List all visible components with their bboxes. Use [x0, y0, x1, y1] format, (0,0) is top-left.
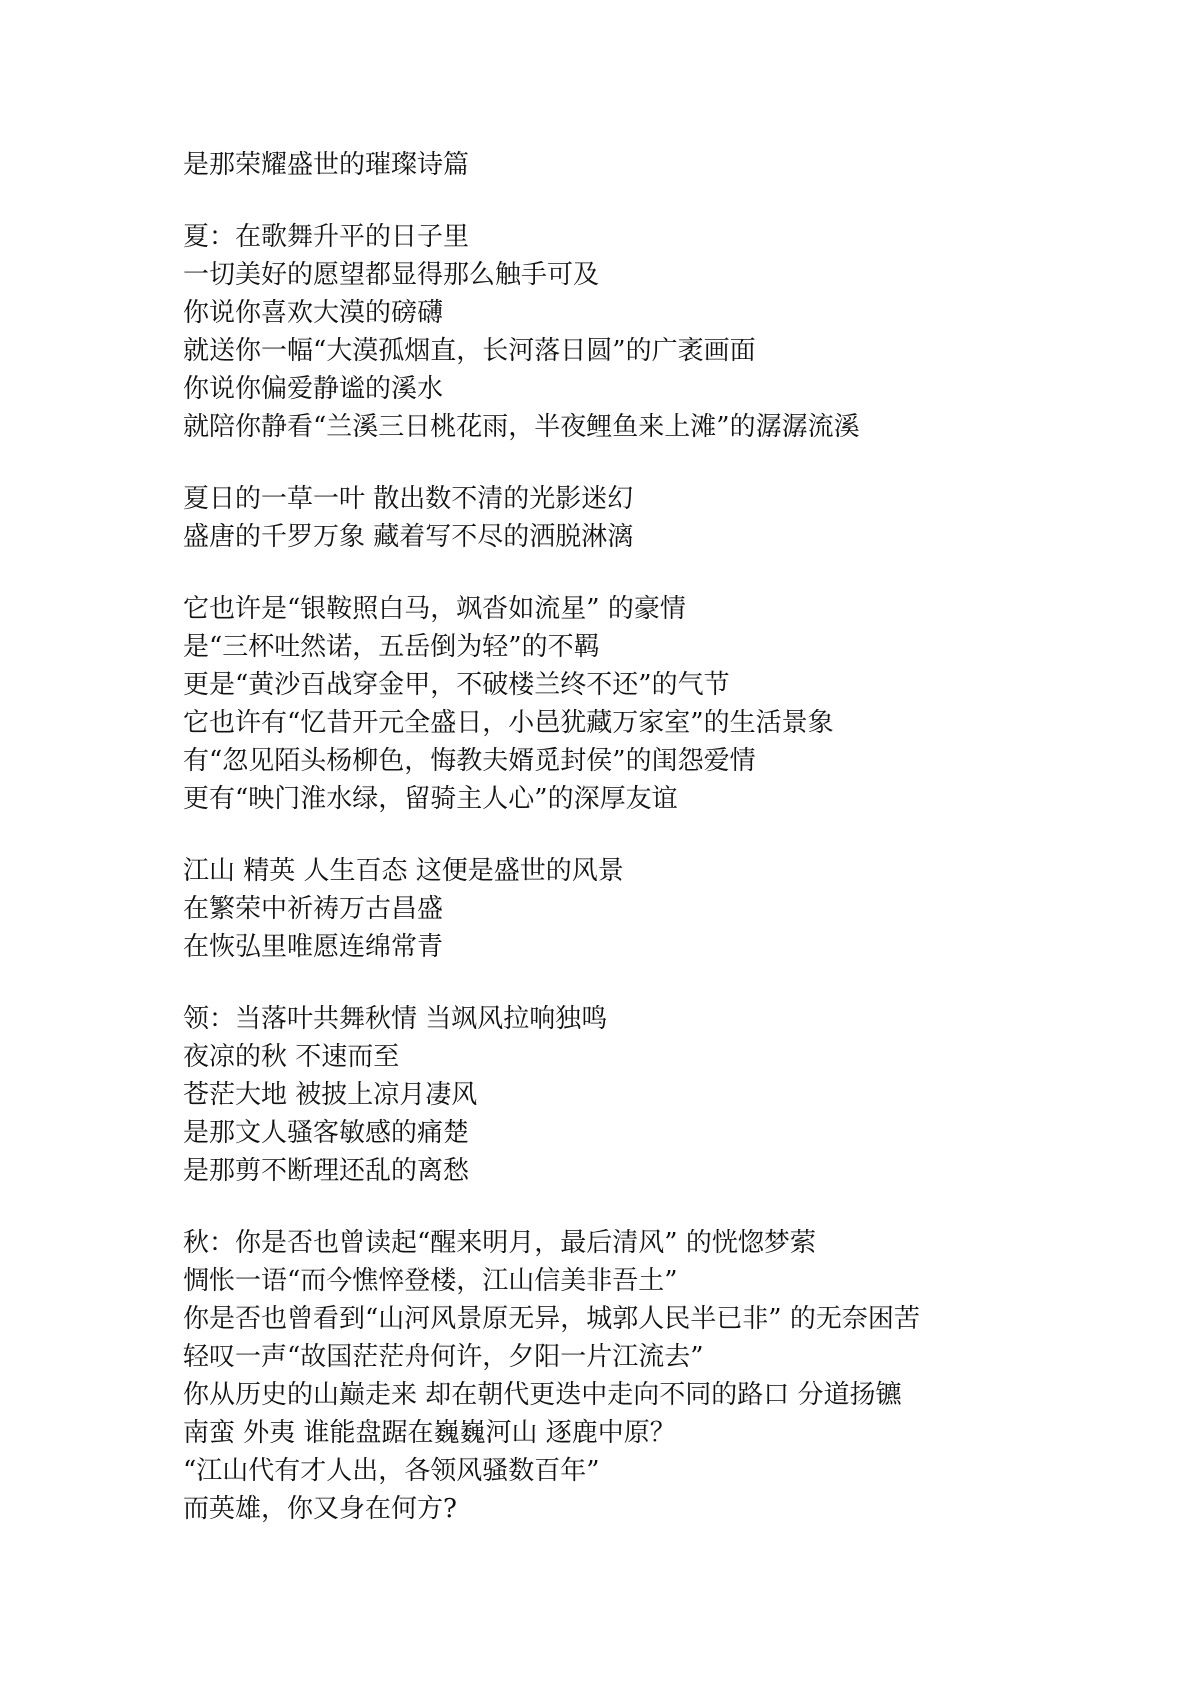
poem-line: 更有“映门淮水绿，留骑主人心”的深厚友谊: [183, 784, 678, 814]
poem-body: [183, 146, 1173, 1528]
poem-line: 盛唐的千罗万象 藏着写不尽的洒脱淋漓: [183, 522, 634, 552]
stanza-gap: [183, 446, 1173, 480]
poem-line: 是“三杯吐然诺，五岳倒为轻”的不羁: [183, 632, 600, 662]
poem-line: 苍茫大地 被披上凉月凄风: [183, 1080, 478, 1110]
stanza-gap: [183, 818, 1173, 852]
poem-line: 秋：你是否也曾读起“醒来明月，最后清风” 的恍惚梦萦: [183, 1228, 816, 1258]
poem-line: 你从历史的山巅走来 却在朝代更迭中走向不同的路口 分道扬镳: [183, 1380, 902, 1410]
poem-line: “江山代有才人出，各领风骚数百年”: [183, 1456, 600, 1486]
poem-line: 夜凉的秋 不速而至: [183, 1042, 400, 1072]
poem-line: 在恢弘里唯愿连绵常青: [183, 932, 444, 962]
stanza: [183, 1000, 1173, 1190]
poem-line: 一切美好的愿望都显得那么触手可及: [183, 260, 600, 290]
poem-line: 你说你偏爱静谧的溪水: [183, 374, 444, 404]
poem-line: 夏：在歌舞升平的日子里: [183, 222, 470, 252]
poem-line: 而英雄，你又身在何方?: [183, 1494, 457, 1524]
poem-line: 它也许是“银鞍照白马，飒沓如流星” 的豪情: [183, 594, 686, 624]
poem-line: 是那剪不断理还乱的离愁: [183, 1156, 470, 1186]
poem-line: 轻叹一声“故国茫茫舟何许，夕阳一片江流去”: [183, 1342, 704, 1372]
stanza: [183, 590, 1173, 818]
stanza-gap: [183, 184, 1173, 218]
poem-line: 就陪你静看“兰溪三日桃花雨，半夜鲤鱼来上滩”的潺潺流溪: [183, 412, 860, 442]
poem-line: 就送你一幅“大漠孤烟直，长河落日圆”的广袤画面: [183, 336, 756, 366]
stanza-gap: [183, 966, 1173, 1000]
poem-line: 你是否也曾看到“山河风景原无异，城郭人民半已非” 的无奈困苦: [183, 1304, 920, 1334]
poem-line: 惆怅一语“而今憔悴登楼，江山信美非吾土”: [183, 1266, 678, 1296]
poem-line: 领：当落叶共舞秋情 当飒风拉响独鸣: [183, 1004, 608, 1034]
stanza-gap: [183, 556, 1173, 590]
poem-line: 你说你喜欢大漠的磅礴: [183, 298, 444, 328]
stanza: [183, 480, 1173, 556]
stanza: [183, 1224, 1173, 1528]
poem-line: 有“忽见陌头杨柳色，悔教夫婿觅封侯”的闺怨爱情: [183, 746, 756, 776]
poem-line: 更是“黄沙百战穿金甲，不破楼兰终不还”的气节: [183, 670, 730, 700]
stanza: [183, 852, 1173, 966]
poem-line: 夏日的一草一叶 散出数不清的光影迷幻: [183, 484, 634, 514]
poem-line: 南蛮 外夷 谁能盘踞在巍巍河山 逐鹿中原？: [183, 1418, 676, 1448]
stanza-gap: [183, 1190, 1173, 1224]
poem-line: 江山 精英 人生百态 这便是盛世的风景: [183, 856, 624, 886]
poem-line: 它也许有“忆昔开元全盛日，小邑犹藏万家室”的生活景象: [183, 708, 834, 738]
poem-line: 在繁荣中祈祷万古昌盛: [183, 894, 444, 924]
poem-line: 是那荣耀盛世的璀璨诗篇: [183, 150, 470, 180]
stanza: [183, 218, 1173, 446]
stanza: [183, 146, 1173, 184]
poem-line: 是那文人骚客敏感的痛楚: [183, 1118, 470, 1148]
